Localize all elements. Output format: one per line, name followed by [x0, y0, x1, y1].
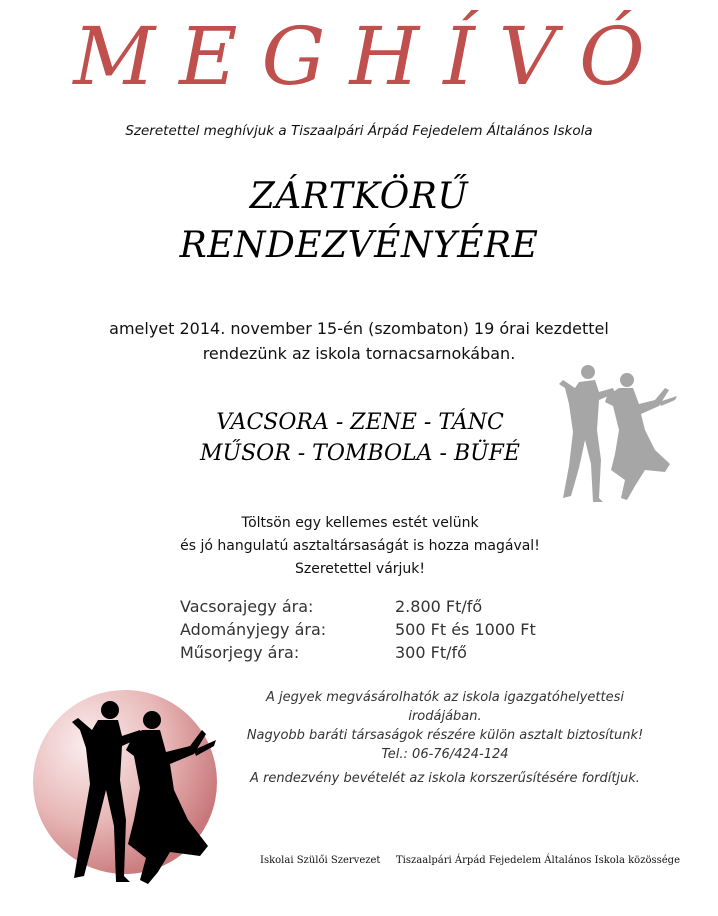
event-heading-line2: RENDEZVÉNYÉRE [179, 225, 539, 266]
intro-line-1: amelyet 2014. november 15-én (szombaton) 19 órai kezdettel [109, 319, 609, 338]
price-value: 500 Ft és 1000 Ft [395, 620, 536, 639]
event-heading-line1: ZÁRTKÖRŰ [249, 176, 469, 217]
intro-line-2: rendezünk az iskola tornacsarnokában. [202, 344, 516, 363]
event-intro [0, 316, 718, 366]
price-row [180, 597, 580, 620]
notice-line-1: A jegyek megvásárolhatók az iskola igazgatóhelyettesi irodájában. [266, 690, 624, 724]
revenue-note: A rendezvény bevételét az iskola korszerűsítésére fordítjuk. [250, 771, 640, 786]
price-list [180, 597, 580, 666]
dancing-couple-small-image [555, 360, 680, 510]
welcome-line-2: és jó hangulatú asztaltársaságát is hozza magával! [180, 538, 540, 554]
price-value: 300 Ft/fő [395, 643, 467, 662]
price-label: Műsorjegy ára: [180, 643, 300, 662]
price-row [180, 643, 580, 666]
program-line-1: VACSORA - ZENE - TÁNC [216, 410, 504, 435]
notice-line-2: Nagyobb baráti társaságok részére külön asztalt biztosítunk! [246, 728, 644, 743]
dancing-couple-big-image [30, 680, 230, 910]
footer-organizer-2: Tiszaalpári Árpád Fejedelem Általános Iskola közössége [396, 855, 680, 866]
price-row [180, 620, 580, 643]
welcome-line-1: Töltsön egy kellemes estét velünk [241, 515, 479, 531]
welcome-line-3: Szeretettel várjuk! [294, 561, 426, 577]
invitation-subtitle: Szeretettel meghívjuk a Tiszaalpári Árpád Fejedelem Általános Iskola [125, 123, 593, 139]
price-label: Vacsorajegy ára: [180, 597, 314, 616]
footer-organizer-1: Iskolai Szülői Szervezet [260, 855, 381, 866]
ticket-notice [240, 688, 650, 764]
welcome-text [150, 512, 570, 581]
program-line-2: MŰSOR - TOMBOLA - BÜFÉ [200, 441, 520, 466]
invitation-title: MEGHÍVÓ [73, 10, 669, 103]
price-label: Adományjegy ára: [180, 620, 327, 639]
phone-number: Tel.: 06-76/424-124 [381, 747, 509, 762]
price-value: 2.800 Ft/fő [395, 597, 483, 616]
